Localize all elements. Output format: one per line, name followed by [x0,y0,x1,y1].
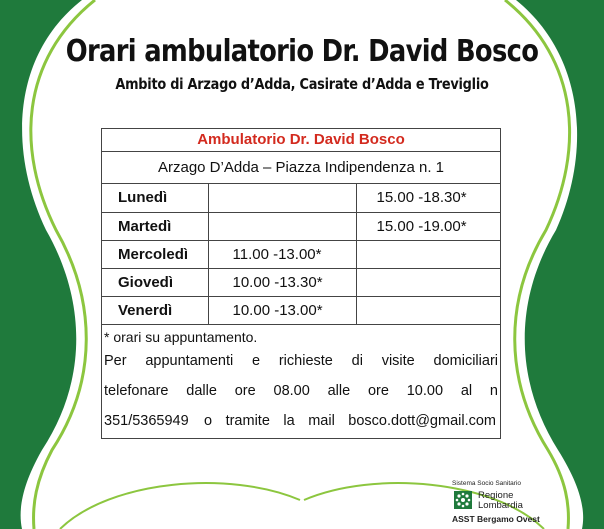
appointment-note: * orari su appuntamento. [104,329,258,345]
morning-hours-cell: 10.00 -13.00* [208,296,356,324]
regione-lombardia-logo [448,480,596,524]
card-title: Ambulatorio Dr. David Bosco [102,129,500,152]
day-cell: Venerdì [102,296,208,324]
contact-text-line: telefonare dalle ore 08.00 alle ore 10.00 al n [104,383,498,399]
table-row [102,212,500,240]
day-cell: Giovedì [102,268,208,296]
table-row [102,296,500,324]
morning-hours-cell: 10.00 -13.30* [208,268,356,296]
page-subtitle: Ambito di Arzago d’Adda, Casirate d’Adda e Treviglio [115,75,489,93]
email-contact-text: o tramite la mail bosco.dott@gmail.com [204,413,496,429]
morning-hours-cell [208,212,356,240]
table-row [102,268,500,296]
table-row [102,240,500,268]
page-title: Orari ambulatorio Dr. David Bosco [65,34,539,69]
morning-hours-cell: 11.00 -13.00* [208,240,356,268]
phone-number: 351/5365949 [104,413,189,429]
card-address: Arzago D’Adda – Piazza Indipendenza n. 1 [102,152,500,184]
day-cell: Lunedì [102,184,208,212]
logo-system-text: Sistema Socio Sanitario [452,480,522,487]
afternoon-hours-cell [356,240,500,268]
contact-text-line: Per appuntamenti e richieste di visite domiciliari [104,353,498,369]
afternoon-hours-cell [356,296,500,324]
rose-camuna-icon [454,491,472,509]
logo-region-line: Regione [478,490,514,501]
day-cell: Mercoledì [102,240,208,268]
table-row [102,184,500,212]
schedule-table [102,184,500,325]
afternoon-hours-cell: 15.00 -19.00* [356,212,500,240]
logo-region-text [478,491,523,510]
day-cell: Martedì [102,212,208,240]
contact-text-line [104,413,498,429]
afternoon-hours-cell [356,268,500,296]
schedule-card [101,128,501,439]
logo-asst-text: ASST Bergamo Ovest [452,514,540,524]
morning-hours-cell [208,184,356,212]
afternoon-hours-cell: 15.00 -18.30* [356,184,500,212]
logo-region-line: Lombardia [478,499,523,511]
